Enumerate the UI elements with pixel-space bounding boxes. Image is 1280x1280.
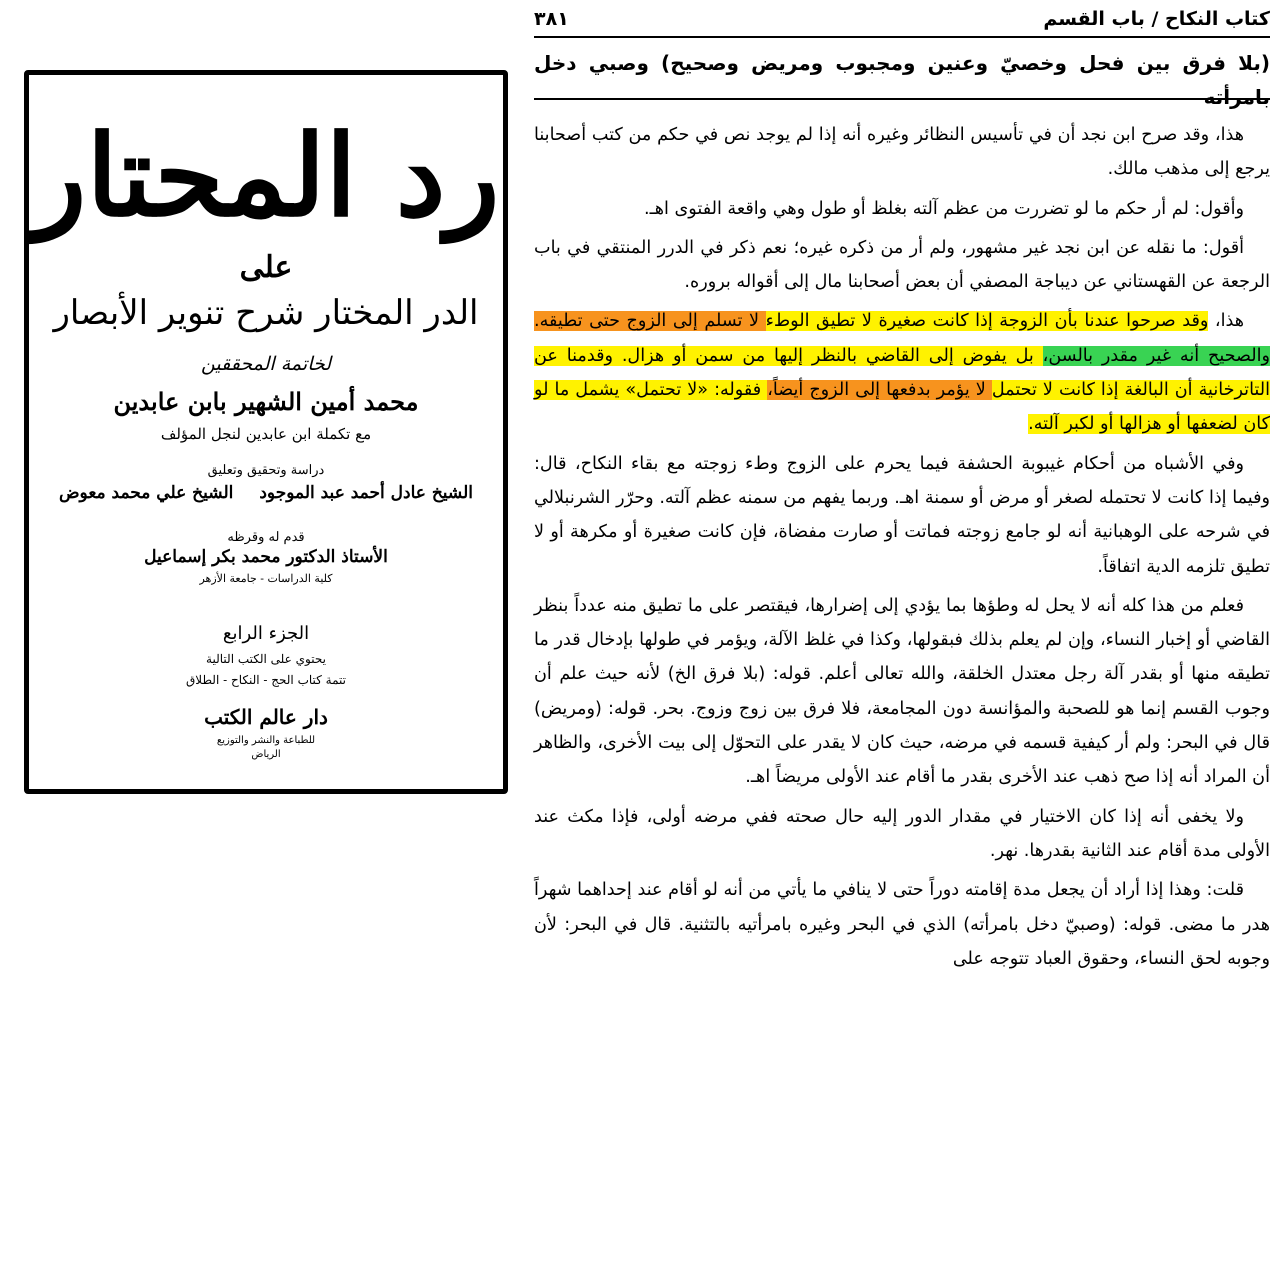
- cover-title: رد المحتار: [32, 111, 500, 242]
- paragraph: ولا يخفى أنه إذا كان الاختيار في مقدار الدور إليه حال صحته ففي مرضه أولى، فإذا مكث عند الأولى مدة أقام عند الثانية بقدرها. نهر.: [534, 806, 1270, 861]
- matn-line: (بلا فرق بين فحل وخصيّ وعنين ومجبوب ومريض وصحيح) وصبي دخل بامرأته: [534, 51, 1270, 109]
- cover-presented-label: قدم له وقرظه: [227, 530, 305, 545]
- cover-editor-right: الشيخ عادل أحمد عبد الموجود: [259, 483, 473, 503]
- matn-divider: [534, 98, 1270, 100]
- highlight-yellow: وقد صرحوا عندنا بأن الزوجة إذا كانت صغيرة لا تطيق الوطء: [765, 311, 1209, 332]
- cover-author: محمد أمين الشهير بابن عابدين: [113, 387, 419, 416]
- page-header: [534, 4, 1270, 34]
- cover-ala: على: [239, 250, 293, 285]
- paragraph: وفي الأشباه من أحكام غيبوبة الحشفة فيما يحرم على الزوج وطء زوجته مع بقاء النكاح، قال: وفيما إذا كانت لا تحتمله لصغر أو مرض أو سمنة اهـ. وربما يفهم من سمنه عظم آلته. وحرّر الشرنبلالي في شرحه على الوهبانية أنه لو جامع زوجته فماتت أو صارت مفضاة، فإن كانت صغيرة أو مكرهة أو لا تطيق تلزمه الدية اتفاقاً.: [534, 453, 1270, 577]
- cover-volume: الجزء الرابع: [222, 623, 310, 644]
- paragraph: وأقول: لم أر حكم ما لو تضررت من عظم آلته بغلظ أو طول وهي واقعة الفتوى اهـ.: [644, 198, 1244, 219]
- commentary-text: [534, 118, 1270, 981]
- cover-subtitle: الدر المختار شرح تنوير الأبصار: [53, 293, 479, 333]
- cover-contents: تتمة كتاب الحج - النكاح - الطلاق: [185, 673, 347, 687]
- cover-study-label: دراسة وتحقيق وتعليق: [207, 463, 325, 478]
- highlight-green: والصحيح أنه غير مقدر بالسن،: [1042, 345, 1270, 366]
- book-page: [520, 0, 1280, 1280]
- highlighted-paragraph: [534, 304, 1270, 441]
- page-number: ٣٨١: [534, 8, 569, 30]
- cover-publisher-sub: للطباعة والنشر والتوزيع: [216, 735, 316, 746]
- paragraph: قلت: وهذا إذا أراد أن يجعل مدة إقامته دوراً حتى لا ينافي ما يأتي من أنه لو أقام عند إحداهما شهراً هدر ما مضى. قوله: (وصبيّ دخل بامرأته) الذي في البحر وغيره بامرأتيه بالتثنية. قال في البحر: لأن وجوبه لحق النساء، وحقوق العباد تتوجه على: [534, 880, 1270, 969]
- publisher-logo: دار عالم الكتب: [204, 705, 328, 729]
- cover-khatimat: لخاتمة المحققين: [200, 353, 332, 375]
- cover-editors: [59, 483, 473, 503]
- highlight-orange: لا يؤمر بدفعها إلى الزوج أيضاً،: [767, 380, 992, 401]
- highlight-orange: لا تسلم إلى الزوج حتى تطيقه.: [534, 311, 766, 332]
- highlight-yellow: بل يفوض إلى القاضي بالنظر إليها من سمن أو هزال.: [621, 345, 1043, 366]
- cover-contains: يحتوي على الكتب التالية: [206, 652, 326, 666]
- paragraph: هذا، وقد صرح ابن نجد أن في تأسيس النظائر وغيره أنه إذا لم يوجد نص في حكم من كتب أصحابنا يرجع إلى مذهب مالك.: [534, 125, 1270, 180]
- chapter-title: كتاب النكاح / باب القسم: [1043, 8, 1270, 30]
- paragraph-segment: هذا،: [1208, 311, 1244, 332]
- cover-editor-left: الشيخ علي محمد معوض: [59, 483, 234, 503]
- highlight-yellow: فقوله: «لا تحتمل» يشمل ما لو كان لضعفها أو هزالها أو لكبر آلته.: [534, 380, 1270, 435]
- cover-takmila: مع تكملة ابن عابدين لنجل المؤلف: [160, 425, 372, 443]
- cover-presenter: الأستاذ الدكتور محمد بكر إسماعيل: [144, 547, 388, 567]
- cover-publisher-city: الرياض: [251, 749, 281, 760]
- book-cover: [24, 70, 508, 794]
- paragraph: أقول: ما نقله عن ابن نجد غير مشهور، ولم أر من ذكره غيره؛ نعم ذكر في الدرر المنتقي في باب الرجعة عن القهستاني عن ديباجة المصفي أن بعض أصحابنا مال إلى أقواله بروره.: [534, 237, 1270, 293]
- highlight-yellow: وقدمنا عن التاترخانية أن البالغة إذا كانت لا تحتمل: [534, 345, 1270, 401]
- header-divider: [534, 36, 1270, 38]
- cover-presenter-role: كلية الدراسات - جامعة الأزهر: [199, 572, 333, 585]
- paragraph: فعلم من هذا كله أنه لا يحل له وطؤها بما يؤدي إلى إضرارها، فيقتصر على ما تطيق منه عدداً بنظر القاضي أو إخبار النساء، وإن لم يعلم بذلك فبقولها، وكذا في غلظ الآلة، ويؤمر في طولها بإدخال قدر ما تطيقه منها أو بقدر آلة رجل معتدل الخلقة، والله تعالى أعلم. قوله: (بلا فرق الخ) لأنه حيث علم أن وجوب القسم إنما هو للصحبة والمؤانسة دون المجامعة، فلا فرق بين زوج وزوج. بحر. قوله: (ومريض) قال في البحر: ولم أر كيفية قسمه في مرضه، حيث كان لا يقدر على التحوّل إلى بيت الأخرى، والظاهر أن المراد أنه إذا صح ذهب عند الأخرى بقدر ما أقام عند الأولى مريضاً اهـ.: [534, 595, 1270, 788]
